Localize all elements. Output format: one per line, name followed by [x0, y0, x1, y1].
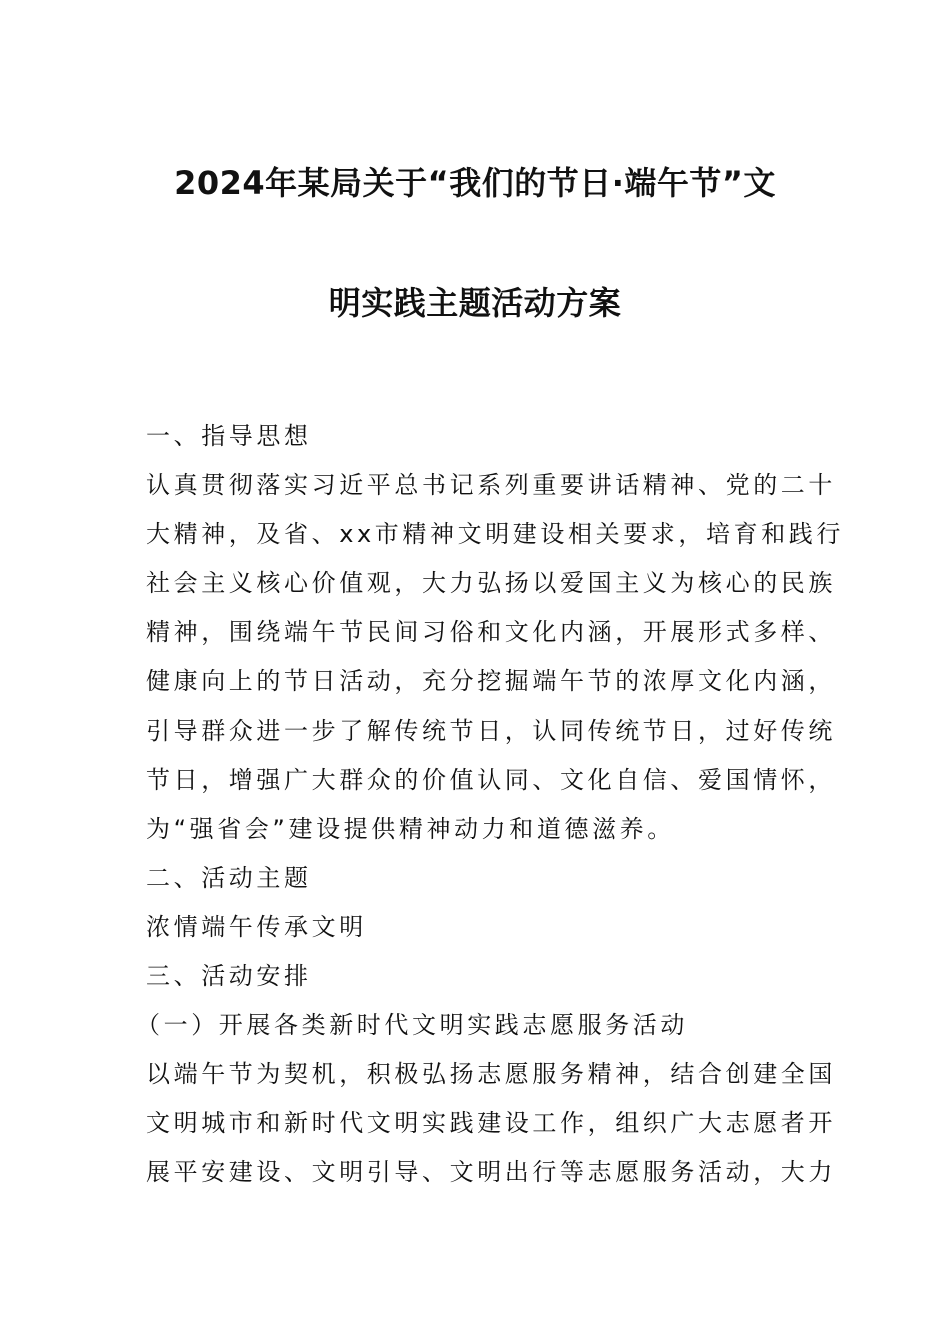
section-heading-guiding-ideology: 一、指导思想: [146, 422, 312, 450]
document-body: [136, 412, 845, 1198]
body-text-line: 节日，增强广大群众的价值认同、文化自信、爱国情怀，: [146, 765, 836, 794]
body-text-line: 为“强省会”建设提供精神动力和道德滋养。: [146, 814, 675, 843]
subsection-heading-volunteer-activities: （一）开展各类新时代文明实践志愿服务活动: [136, 1011, 688, 1040]
section-heading-activity-theme: 二、活动主题: [146, 863, 312, 892]
document-title-line-1: 2024年某局关于“我们的节日·端午节”文: [174, 164, 776, 202]
body-text-line: 文明城市和新时代文明实践建设工作，组织广大志愿者开: [146, 1109, 836, 1138]
body-text-line: 大精神，及省、xx市精神文明建设相关要求，培育和践行: [146, 520, 845, 549]
document-title-line-2: 明实践主题活动方案: [328, 284, 622, 322]
activity-theme-text: 浓情端午传承文明: [146, 912, 367, 941]
body-text-line: 精神，围绕端午节民间习俗和文化内涵，开展形式多样、: [146, 618, 836, 647]
body-text-line: 健康向上的节日活动，充分挖掘端午节的浓厚文化内涵，: [146, 667, 836, 696]
section-heading-activity-arrangement: 三、活动安排: [146, 962, 312, 991]
body-text-line: 引导群众进一步了解传统节日，认同传统节日，过好传统: [146, 716, 836, 745]
body-text-line: 以端午节为契机，积极弘扬志愿服务精神，结合创建全国: [146, 1060, 836, 1089]
body-text-line: 展平安建设、文明引导、文明出行等志愿服务活动，大力: [146, 1158, 836, 1187]
body-text-line: 认真贯彻落实习近平总书记系列重要讲话精神、党的二十: [146, 471, 836, 500]
body-text-line: 社会主义核心价值观，大力弘扬以爱国主义为核心的民族: [146, 569, 836, 598]
